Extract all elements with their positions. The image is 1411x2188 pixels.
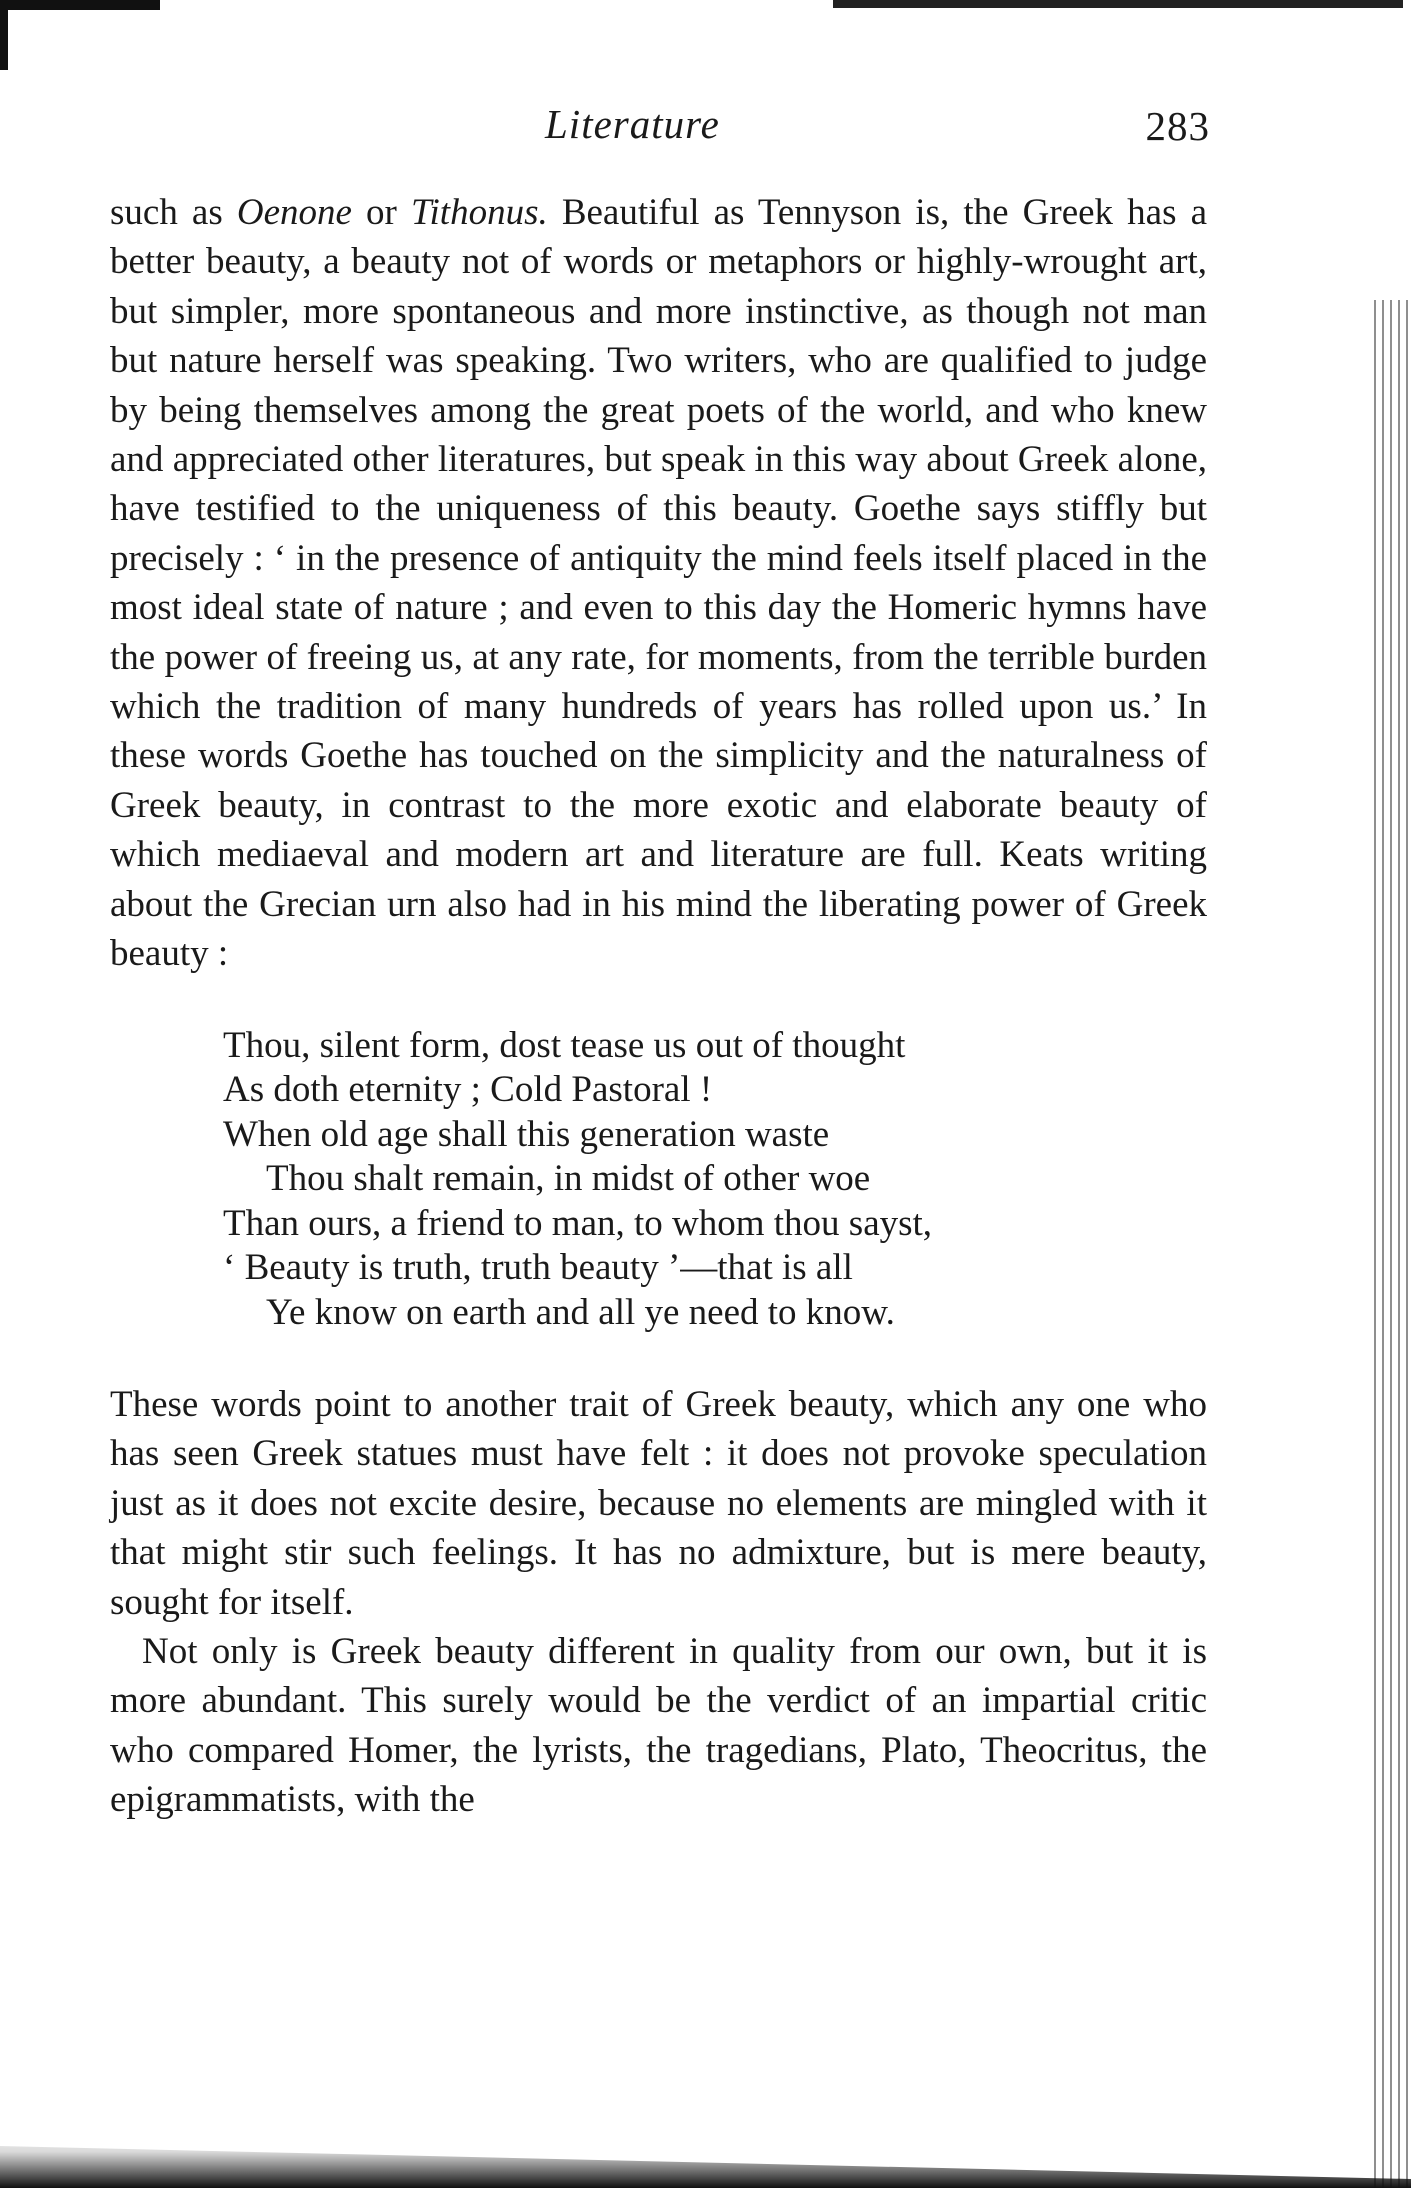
- page-number: 283: [1145, 103, 1210, 149]
- paragraph-1-rest: Beautiful as Tennyson is, the Greek has a better beauty, a beauty not of words or metaphors or highly-wrought art, but simpler, more spontaneous and more instinctive, as though not man but nature herself was speaking. Two writers, who are qualified to judge by being themselves among the great poets of the world, and who knew and appreciated other literatures, but speak in this way about Greek alone, have testified to the uniqueness of this beauty. Goethe says stiffly but precisely : ‘ in the presence of antiquity the mind feels itself placed in the most ideal state of nature ; and even to this day the Homeric hymns have the power of freeing us, at any rate, for moments, from the terrible burden which the tradition of many hundreds of years has rolled upon us.’ In these words Goethe has touched on the simplicity and the naturalness of Greek beauty, in contrast to the more exotic and elaborate beauty of which mediaeval and modern art and literature are full. Keats writing about the Grecian urn also had in his mind the liberating power of Greek beauty :: [110, 192, 1207, 975]
- verse-line: ‘ Beauty is truth, truth beauty ’—that is all: [223, 1247, 853, 1288]
- scan-edge-left: [0, 0, 8, 70]
- verse-line: Thou shalt remain, in midst of other woe: [266, 1158, 871, 1199]
- paragraph-1-mid: or: [351, 192, 411, 233]
- verse-quotation: [223, 1024, 1207, 1336]
- running-head: Literature: [545, 101, 720, 147]
- paragraph-1-lead: such as: [110, 192, 237, 233]
- title-oenone: Oenone: [236, 192, 352, 233]
- verse-line: Ye know on earth and all ye need to know.: [266, 1291, 895, 1333]
- scan-edge-top-right: [833, 0, 1403, 8]
- paragraph-2: These words point to another trait of Greek beauty, which any one who has seen Greek statues must have felt : it does not provoke speculation just as it does not excite desire, because no elements are mingled with it that might stir such feelings. It has no admixture, but is mere beauty, sought for itself.: [110, 1384, 1207, 1623]
- page-header: [110, 100, 1210, 160]
- title-tithonus: Tithonus.: [410, 192, 548, 233]
- verse-line: When old age shall this generation waste: [223, 1113, 830, 1155]
- paragraph-3: Not only is Greek beauty different in quality from our own, but it is more abundant. This surely would be the verdict of an impartial critic who compared Homer, the lyrists, the tragedians, Plato, Theocritus, the epigrammatists, with the: [110, 1631, 1207, 1821]
- verse-line: Thou, silent form, dost tease us out of thought: [223, 1024, 906, 1066]
- scan-page-stack-edge: [1371, 300, 1411, 2188]
- body-text: [110, 188, 1207, 1825]
- scan-edge-bottom: [0, 2128, 1411, 2188]
- paragraph-1: [110, 188, 1207, 979]
- scan-edge-top-left: [0, 0, 160, 10]
- verse-line: Than ours, a friend to man, to whom thou sayst,: [223, 1202, 933, 1244]
- verse-line: As doth eternity ; Cold Pastoral !: [223, 1069, 713, 1110]
